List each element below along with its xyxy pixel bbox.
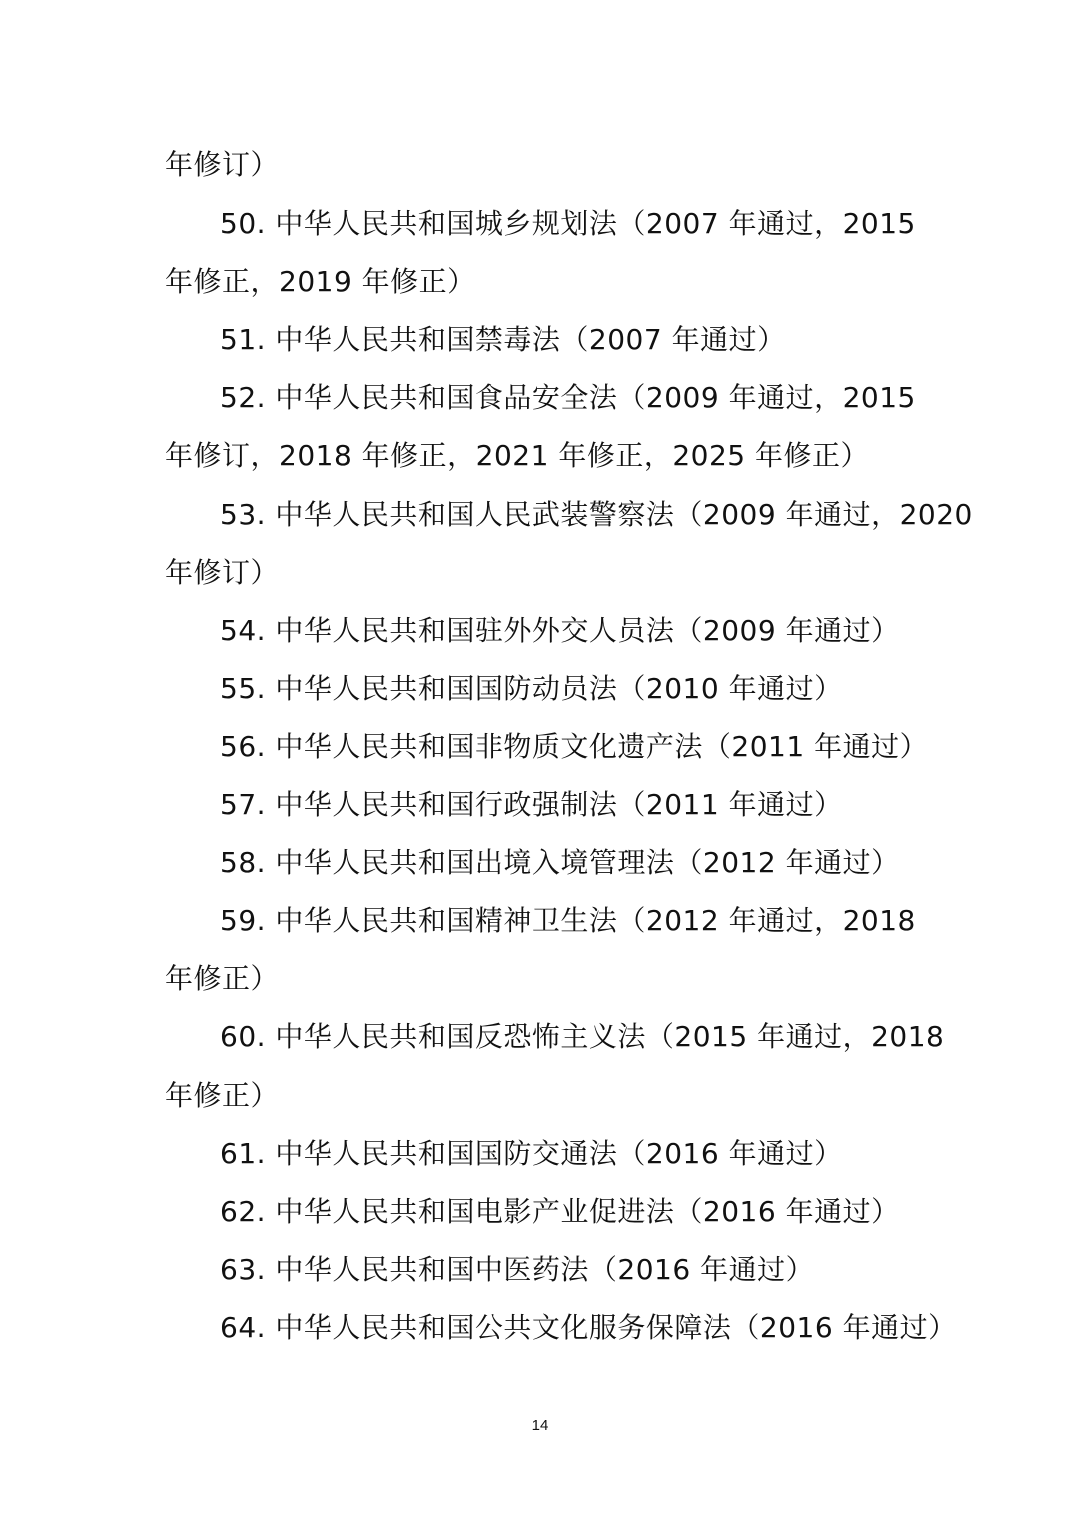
- text-line: 53. 中华人民共和国人民武装警察法（2009 年通过，2020: [220, 498, 973, 531]
- text-line: 年修正，2019 年修正）: [165, 265, 476, 298]
- text-line: 62. 中华人民共和国电影产业促进法（2016 年通过）: [220, 1195, 900, 1228]
- text-line: 64. 中华人民共和国公共文化服务保障法（2016 年通过）: [220, 1311, 957, 1344]
- page-number: 14: [531, 1417, 549, 1434]
- text-line: 55. 中华人民共和国国防动员法（2010 年通过）: [220, 672, 843, 705]
- text-line: 52. 中华人民共和国食品安全法（2009 年通过，2015: [220, 381, 916, 414]
- text-line: 50. 中华人民共和国城乡规划法（2007 年通过，2015: [220, 207, 916, 240]
- text-line: 年修订）: [165, 556, 280, 589]
- text-line: 年修正）: [165, 962, 280, 995]
- text-line: 年修订）: [165, 148, 280, 181]
- text-line: 57. 中华人民共和国行政强制法（2011 年通过）: [220, 788, 843, 821]
- text-line: 58. 中华人民共和国出境入境管理法（2012 年通过）: [220, 846, 900, 879]
- text-line: 年修订，2018 年修正，2021 年修正，2025 年修正）: [165, 439, 869, 472]
- text-line: 年修正）: [165, 1079, 280, 1112]
- text-line: 63. 中华人民共和国中医药法（2016 年通过）: [220, 1253, 815, 1286]
- text-line: 51. 中华人民共和国禁毒法（2007 年通过）: [220, 323, 786, 356]
- text-line: 56. 中华人民共和国非物质文化遗产法（2011 年通过）: [220, 730, 929, 763]
- text-line: 60. 中华人民共和国反恐怖主义法（2015 年通过，2018: [220, 1020, 945, 1053]
- text-line: 59. 中华人民共和国精神卫生法（2012 年通过，2018: [220, 904, 916, 937]
- text-line: 61. 中华人民共和国国防交通法（2016 年通过）: [220, 1137, 843, 1170]
- text-line: 54. 中华人民共和国驻外外交人员法（2009 年通过）: [220, 614, 900, 647]
